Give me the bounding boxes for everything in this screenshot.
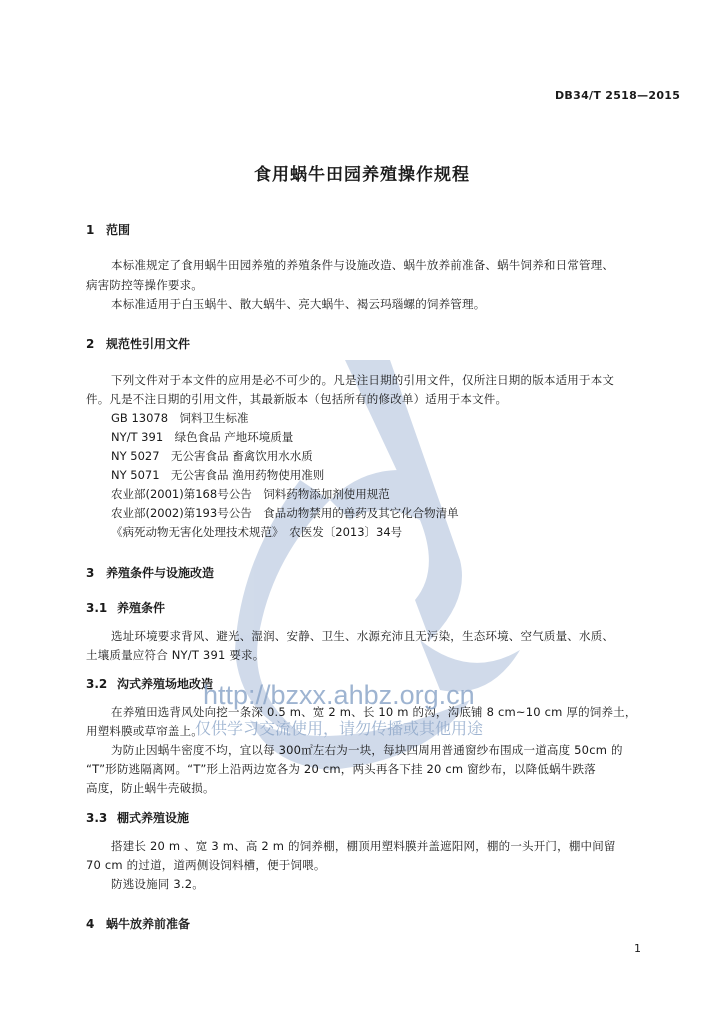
paragraph-line: 用塑料膜或草帘盖上。 — [86, 724, 203, 738]
standard-code: DB34/T 2518—2015 — [555, 89, 681, 102]
paragraph-line: 搭建长 20 m 、宽 3 m、高 2 m 的饲养棚，棚顶用塑料膜并盖遮阳网，棚的一头开门，棚中间留 — [111, 839, 616, 853]
subsection-title: 沟式养殖场地改造 — [117, 677, 214, 691]
section-number: 2 — [86, 337, 95, 351]
paragraph-line: 件。凡是不注日期的引用文件，其最新版本（包括所有的修改单）适用于本文件。 — [86, 392, 508, 406]
subsection-3-2-heading — [86, 675, 213, 692]
paragraph-line: 70 cm 的过道，道两侧设饲料槽，便于饲喂。 — [86, 858, 326, 872]
subsection-title: 棚式养殖设施 — [117, 811, 190, 825]
paragraph-line: 下列文件对于本文件的应用是必不可少的。凡是注日期的引用文件，仅所注日期的版本适用于本文 — [111, 373, 615, 387]
subsection-3-1-heading — [86, 599, 165, 616]
reference-item: 农业部(2002)第193号公告 食品动物禁用的兽药及其它化合物清单 — [111, 506, 459, 520]
section-number: 4 — [86, 917, 95, 931]
subsection-title: 养殖条件 — [117, 601, 166, 615]
subsection-number: 3.3 — [86, 811, 108, 825]
section-title: 规范性引用文件 — [106, 337, 191, 351]
reference-item: 农业部(2001)第168号公告 饲料药物添加剂使用规范 — [111, 487, 390, 501]
paragraph-line: 为防止因蜗牛密度不均，宜以每 300㎡左右为一块，每块四周用普通窗纱布围成一道高度 50cm 的 — [111, 743, 623, 757]
section-title: 范围 — [106, 223, 131, 237]
reference-item: NY/T 391 绿色食品 产地环境质量 — [111, 430, 294, 444]
subsection-number: 3.1 — [86, 601, 108, 615]
paragraph-line: 选址环境要求背风、避光、湿润、安静、卫生、水源充沛且无污染，生态环境、空气质量、水质、 — [111, 629, 615, 643]
section-2-heading — [86, 335, 190, 352]
section-number: 1 — [86, 223, 95, 237]
paragraph-line: 本标准适用于白玉蜗牛、散大蜗牛、亮大蜗牛、褐云玛瑙螺的饲养管理。 — [111, 297, 486, 311]
reference-item: NY 5027 无公害食品 畜禽饮用水水质 — [111, 449, 313, 463]
reference-item: NY 5071 无公害食品 渔用药物使用准则 — [111, 468, 325, 482]
document-title: 食用蜗牛田园养殖操作规程 — [254, 165, 470, 185]
page-number: 1 — [634, 942, 641, 955]
paragraph-line: 高度，防止蜗牛壳破损。 — [86, 781, 215, 795]
section-title: 蜗牛放养前准备 — [106, 917, 191, 931]
watermark-note: 仅供学习交流使用，请勿传播或其他用途 — [195, 719, 484, 738]
paragraph-line: “T”形防逃隔离网。“T”形上沿两边宽各为 20 cm，两头再各下挂 20 cm 窗纱布，以降低蜗牛跌落 — [86, 762, 596, 776]
watermark-url: http://bzxx.ahbz.org.cn — [203, 680, 475, 710]
reference-item: GB 13078 饲料卫生标准 — [111, 411, 249, 425]
paragraph-line: 防逃设施同 3.2。 — [111, 877, 204, 891]
paragraph-line: 病害防控等操作要求。 — [86, 278, 203, 292]
subsection-3-3-heading — [86, 809, 189, 826]
reference-item: 《病死动物无害化处理技术规范》 农医发〔2013〕34号 — [111, 525, 403, 539]
subsection-number: 3.2 — [86, 677, 108, 691]
section-4-heading — [86, 915, 190, 932]
paragraph-line: 土壤质量应符合 NY/T 391 要求。 — [86, 648, 265, 662]
section-3-heading — [86, 564, 214, 581]
paragraph-line: 在养殖田选背风处向挖一条深 0.5 m、宽 2 m、长 10 m 的沟，沟底铺 8 cm~10 cm 厚的饲养土， — [111, 705, 637, 719]
section-number: 3 — [86, 566, 95, 580]
section-title: 养殖条件与设施改造 — [106, 566, 215, 580]
paragraph-line: 本标准规定了食用蜗牛田园养殖的养殖条件与设施改造、蜗牛放养前准备、蜗牛饲养和日常管理、 — [111, 258, 615, 272]
section-1-heading — [86, 221, 130, 238]
